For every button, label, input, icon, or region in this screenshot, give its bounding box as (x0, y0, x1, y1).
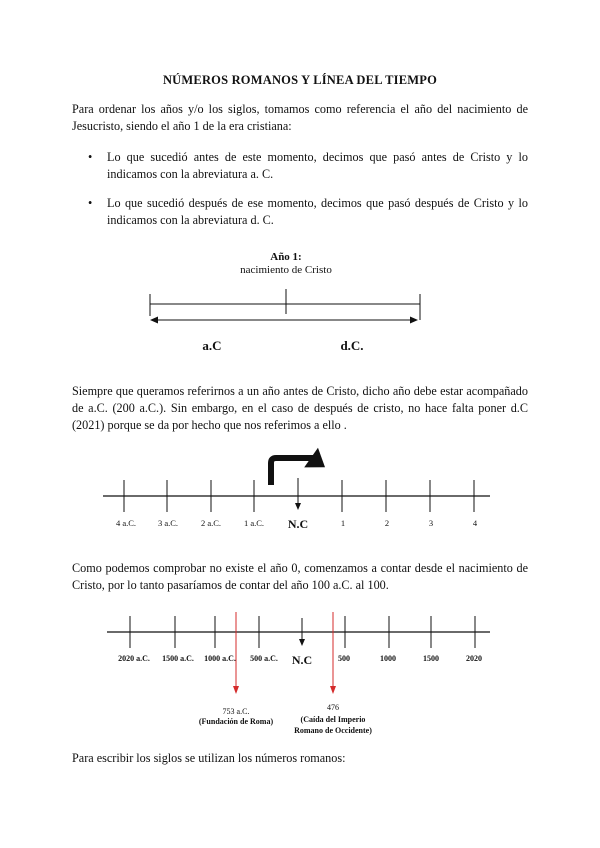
paragraph-4: Para escribir los siglos se utilizan los números romanos: (72, 751, 346, 765)
timeline1-label: 2 a.C. (200, 518, 222, 528)
label-dc: d.C. (340, 338, 364, 353)
timeline2-label: 500 (338, 654, 350, 663)
intro-paragraph: Para ordenar los años y/o los siglos, tomamos como referencia el año del nacimiento de Jesucristo, siendo el año 1 de la era cristiana: (72, 102, 528, 133)
arrow-down-red-icon (233, 686, 239, 694)
timeline2-nc-label: N.C (291, 653, 313, 667)
event-year-rome-founding: 753 a.C. (222, 707, 250, 716)
timeline2-label: 1000 (380, 654, 396, 663)
bullet-text: Lo que sucedió antes de este momento, decimos que pasó antes de Cristo y lo indicamos con la abreviatura a. C. (107, 150, 528, 181)
timeline1-label: 3 (428, 518, 434, 528)
timeline2-label: 1500 a.C. (162, 654, 194, 663)
event-desc-empire-fall: Romano de Occidente) (294, 726, 372, 735)
timeline1-nc-label: N.C (287, 517, 309, 531)
timeline1-label: 4 (472, 518, 478, 528)
page-title: NÚMEROS ROMANOS Y LÍNEA DEL TIEMPO (162, 73, 438, 87)
timeline1-label: 4 a.C. (115, 518, 137, 528)
timeline2-label: 2020 a.C. (118, 654, 150, 663)
timeline1-label: 2 (384, 518, 390, 528)
bullet-marker: • (88, 150, 93, 164)
timeline1-label: 1 a.C. (243, 518, 265, 528)
arrow-down-red-icon (330, 686, 336, 694)
label-ac: a.C (202, 338, 222, 353)
event-year-empire-fall: 476 (327, 703, 339, 712)
paragraph-2: Siempre que queramos referirnos a un año antes de Cristo, dicho año debe estar acompañado de a.C. (200 a.C.). Sin embargo, en el caso de después de cristo, no hace falta poner d.C (2021) porque se da por hecho que nos referimos a ello . (72, 384, 528, 432)
timeline1-label: 3 a.C. (157, 518, 179, 528)
timeline2-label: 1500 (423, 654, 439, 663)
bullet-marker: • (88, 196, 93, 210)
timeline2-label: 2020 (466, 654, 482, 663)
paragraph-3: Como podemos comprobar no existe el año 0, comenzamos a contar desde el nacimiento de Cristo, por lo tanto pasaríamos de contar del año 100 a.C. al 100. (72, 561, 528, 592)
timeline2-label: 500 a.C. (250, 654, 278, 663)
timeline1-label: 1 (340, 518, 346, 528)
event-desc-rome-founding: (Fundación de Roma) (198, 717, 274, 726)
diagram-subheading: nacimiento de Cristo (240, 264, 332, 276)
timeline2-label: 1000 a.C. (204, 654, 236, 663)
diagram-heading: Año 1: (270, 251, 302, 263)
arrow-down-icon (299, 639, 305, 646)
event-desc-empire-fall: (Caída del Imperio (300, 715, 366, 724)
bullet-text: Lo que sucedió después de ese momento, decimos que pasó después de Cristo y lo indicamos con la abreviatura d. C. (107, 196, 528, 227)
